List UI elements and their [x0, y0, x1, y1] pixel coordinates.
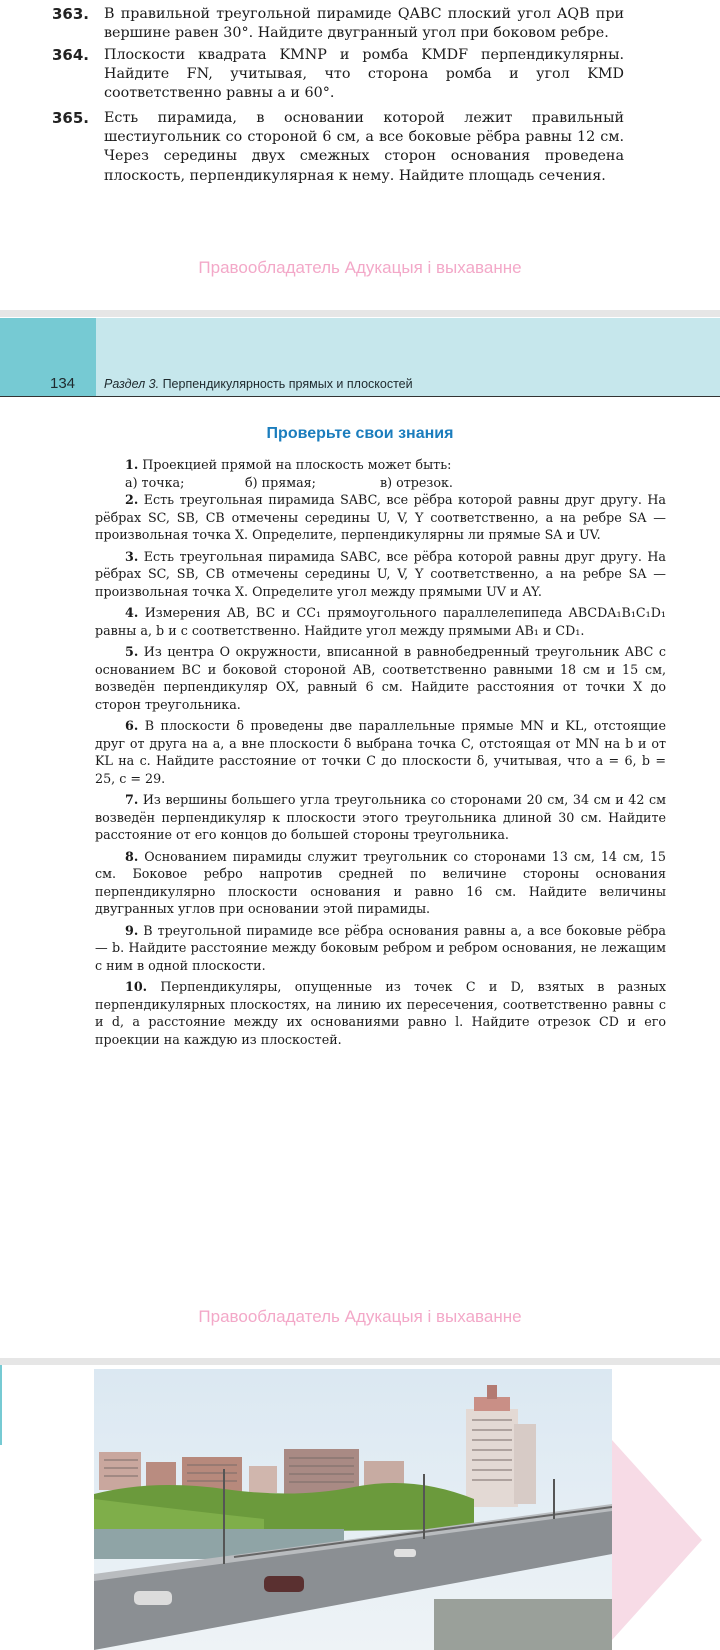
decorative-triangle: [612, 1440, 702, 1640]
exercise-text: Перпендикуляры, опущенные из точек C и D, взятых в разных перпендикулярных плоскостях, на линию их пересечения, соответственно равны c и d, а расстояние между их основаниями равно l. Найдите отрезок CD и его проекции на каждую из плоскостей.: [95, 979, 666, 1047]
exercise-text: Основанием пирамиды служит треугольник со сторонами 13 см, 14 см, 15 см. Боковое ребро напротив средней по величине стороны основания перпендикулярно плоскости основания и равно 16 см. Найдите величины двугранных углов при основании этой пирамиды.: [95, 848, 666, 916]
exercise-7: [95, 791, 666, 844]
option-b: б) прямая;: [245, 474, 316, 490]
problem-365: [52, 109, 624, 186]
problem-number: 364.: [52, 46, 90, 64]
page-separator: [0, 1358, 720, 1365]
exercise-text: В плоскости δ проведены две параллельные прямые MN и KL, отстоящие друг от друга на a, а вне плоскости δ выбрана точка C, отстоящая от MN на b и от KL на c. Найдите расстояние от точки C до плоскости δ, учитывая, что a = 6, b = 25, c = 29.: [95, 718, 666, 786]
exercise-1: [95, 456, 666, 474]
exercise-number: 10.: [125, 979, 148, 994]
exercise-8: [95, 848, 666, 918]
exercise-number: 2.: [125, 492, 139, 507]
exercise-text: Проекцией прямой на плоскость может быть:: [142, 457, 452, 472]
problem-364: [52, 46, 624, 104]
option-c: в) отрезок.: [380, 474, 453, 490]
exercise-number: 3.: [125, 548, 139, 564]
exercise-6: [95, 717, 666, 787]
watermark: Правообладатель Адукацыя і выхаванне: [198, 1307, 522, 1326]
exercise-text: Из центра O окружности, вписанной в равнобедренный треугольник ABC с основанием BC и боковой стороной AB, соответственно равными 18 см и 15 см, возведён перпендикуляр OX, равный 6 см. Найдите расстояния от точки X до сторон треугольника.: [95, 644, 666, 712]
city-bridge-photo: [94, 1369, 612, 1650]
watermark: Правообладатель Адукацыя і выхаванне: [198, 258, 522, 277]
section-title: Перпендикулярность прямых и плоскостей: [162, 377, 413, 391]
exercise-2: [95, 491, 666, 544]
exercise-list: [95, 456, 666, 1048]
page-heading: Проверьте свои знания: [266, 425, 454, 442]
header-accent-block: [0, 318, 96, 396]
exercise-5: [95, 643, 666, 713]
section-part: Раздел 3.: [104, 377, 160, 391]
problem-text: Плоскости квадрата KMNP и ромба KMDF перпендикулярны. Найдите FN, учитывая, что сторона ромба и угол KMD соответственно равны a и 60°.: [104, 47, 624, 102]
exercise-number: 7.: [125, 792, 139, 807]
exercise-9: [95, 922, 666, 975]
page-edge-accent: [0, 1365, 2, 1445]
exercise-text: Измерения AB, BC и CC₁ прямоугольного параллелепипеда ABCDA₁B₁C₁D₁ равны a, b и c соответственно. Найдите угол между прямыми AB₁ и CD₁.: [95, 605, 666, 638]
exercise-text: В треугольной пирамиде все рёбра основания равны a, а все боковые рёбра — b. Найдите расстояние между боковым ребром и ребром основания, не лежащим с ним в одной плоскости.: [95, 922, 666, 973]
exercise-1-options: [125, 474, 666, 492]
problem-number: 365.: [52, 109, 90, 127]
problem-text: Есть пирамида, в основании которой лежит правильный шестиугольник со стороной 6 см, а все боковые рёбра равны 12 см. Через середины двух смежных сторон основания проведена плоскость, перпендикулярная к нему. Найдите площадь сечения.: [104, 110, 624, 184]
exercise-number: 5.: [125, 644, 139, 659]
problem-number: 363.: [52, 5, 90, 23]
exercise-4: [95, 604, 666, 639]
problem-text: В правильной треугольной пирамиде QABC плоский угол AQB при вершине равен 30°. Найдите двугранный угол при боковом ребре.: [104, 6, 624, 42]
photo-illustration: [94, 1369, 612, 1650]
exercise-text: Есть треугольная пирамида SABC, все рёбра которой равны друг другу. На рёбрах SC, SB, CB отмечены середины U, V, Y соответственно, а на ребре SA — произвольная точка X. Определите, перпендикулярны ли прямые SA и UV.: [95, 492, 666, 542]
exercise-text: Из вершины большего угла треугольника со сторонами 20 см, 34 см и 42 см возведён перпендикуляр к плоскости этого треугольника длиной 30 см. Найдите расстояние от его концов до большей стороны треугольника.: [95, 792, 666, 842]
header-rule: [0, 396, 720, 397]
exercise-number: 8.: [125, 848, 139, 864]
problem-363: [52, 5, 624, 43]
exercise-number: 9.: [125, 922, 139, 938]
page-number: 134: [50, 375, 76, 392]
exercise-text: Есть треугольная пирамида SABC, все рёбра которой равны друг другу. На рёбрах SC, SB, CB отмечены середины U, V, Y соответственно, а на ребре SA — произвольная точка X. Определите угол между прямыми UV и AY.: [95, 548, 666, 599]
page-separator: [0, 310, 720, 317]
exercise-10: [95, 978, 666, 1048]
running-header: [104, 377, 413, 391]
option-a: а) точка;: [125, 474, 185, 490]
exercise-3: [95, 548, 666, 601]
exercise-number: 1.: [125, 457, 139, 472]
exercise-number: 4.: [125, 605, 139, 620]
exercise-number: 6.: [125, 718, 139, 733]
